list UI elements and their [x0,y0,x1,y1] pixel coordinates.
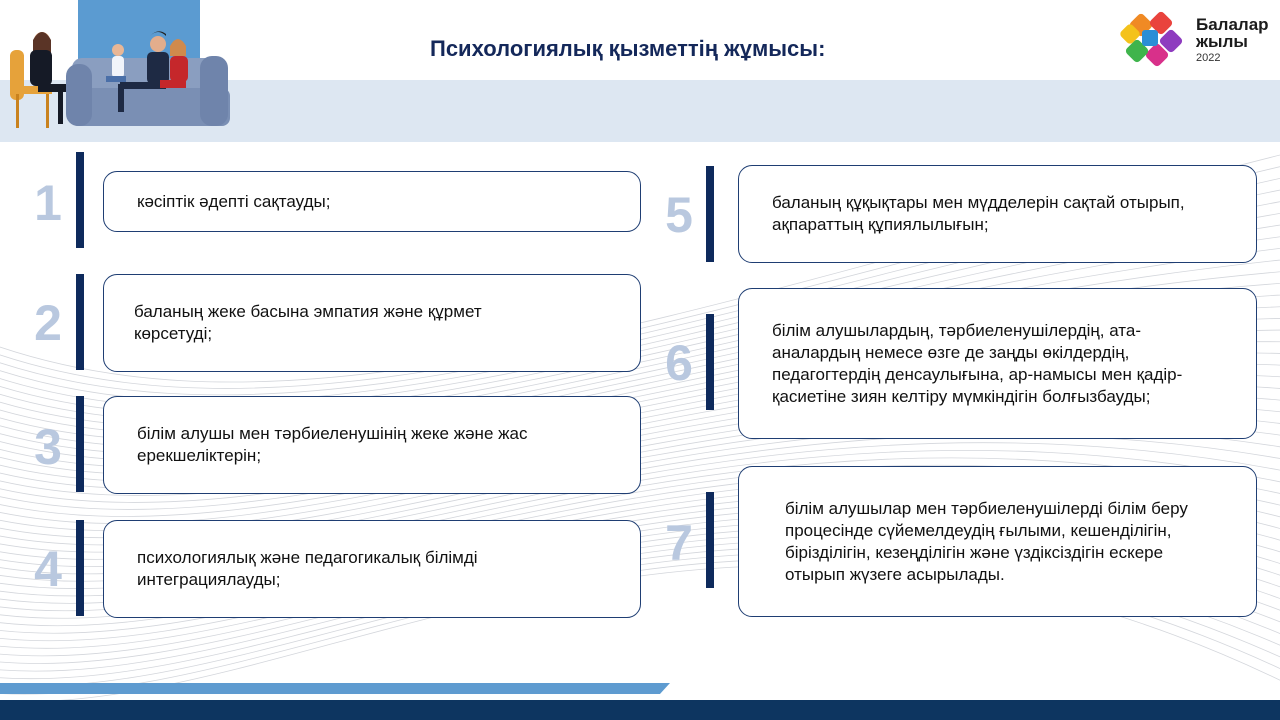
item-bar [76,152,84,248]
item-text: баланың құқықтары мен мүдделерін сақтай отырып, ақпараттың құпиялылығын; [772,193,1185,234]
item-text: білім алушы мен тәрбиеленушінің жеке және жас ерекшеліктерін; [137,424,528,465]
item-box [103,171,641,232]
item-bar [706,492,714,588]
item-number: 1 [34,175,62,231]
flower-logo-icon [1118,8,1188,72]
item-bar [76,396,84,492]
item-box [738,288,1257,439]
family-psychologist-illustration [0,0,240,140]
item-number: 6 [665,335,693,391]
item-bar [706,166,714,262]
item-bar [706,314,714,410]
item-number: 2 [34,295,62,351]
item-box [738,466,1257,617]
logo-line-1: Балалар [1196,15,1269,34]
item-text: баланың жеке басына эмпатия және құрмет көрсетуді; [134,302,482,343]
item-box [103,396,641,494]
item-bar [76,274,84,370]
item-text: психологиялық және педагогикалық білімді интеграциялауды; [137,548,478,589]
bottom-footer-bar [0,700,1280,720]
logo-line-2: жылы [1196,32,1248,51]
page-title: Психологиялық қызметтің жұмысы: [430,36,826,61]
item-bar [76,520,84,616]
item-number: 4 [34,541,62,597]
bottom-accent-stripe [0,683,670,694]
logo-year: 2022 [1196,52,1221,64]
item-text: кәсіптік әдепті сақтауды; [137,191,331,211]
logo-text [1196,16,1269,65]
item-number: 7 [665,515,693,571]
item-text: білім алушылардың, тәрбиеленушілердің, ата-аналардың немесе өзге де заңды өкілдердің, педагогтердің денсаулығына, ар-намысы мен қадір-қасиетіне зиян келтіру мүмкіндігін болғызбауды; [772,320,1183,406]
item-text: білім алушылар мен тәрбиеленушілерді білім беру процесінде сүйемелдеудің ғылыми, кешенділігін, біріздiлігін, кезеңділігін және үздіксіздігін ескере отырып жүзеге асырылады. [785,498,1188,584]
item-number: 5 [665,187,693,243]
item-number: 3 [34,419,62,475]
item-box [103,520,641,618]
item-box [103,274,641,372]
item-box [738,165,1257,263]
